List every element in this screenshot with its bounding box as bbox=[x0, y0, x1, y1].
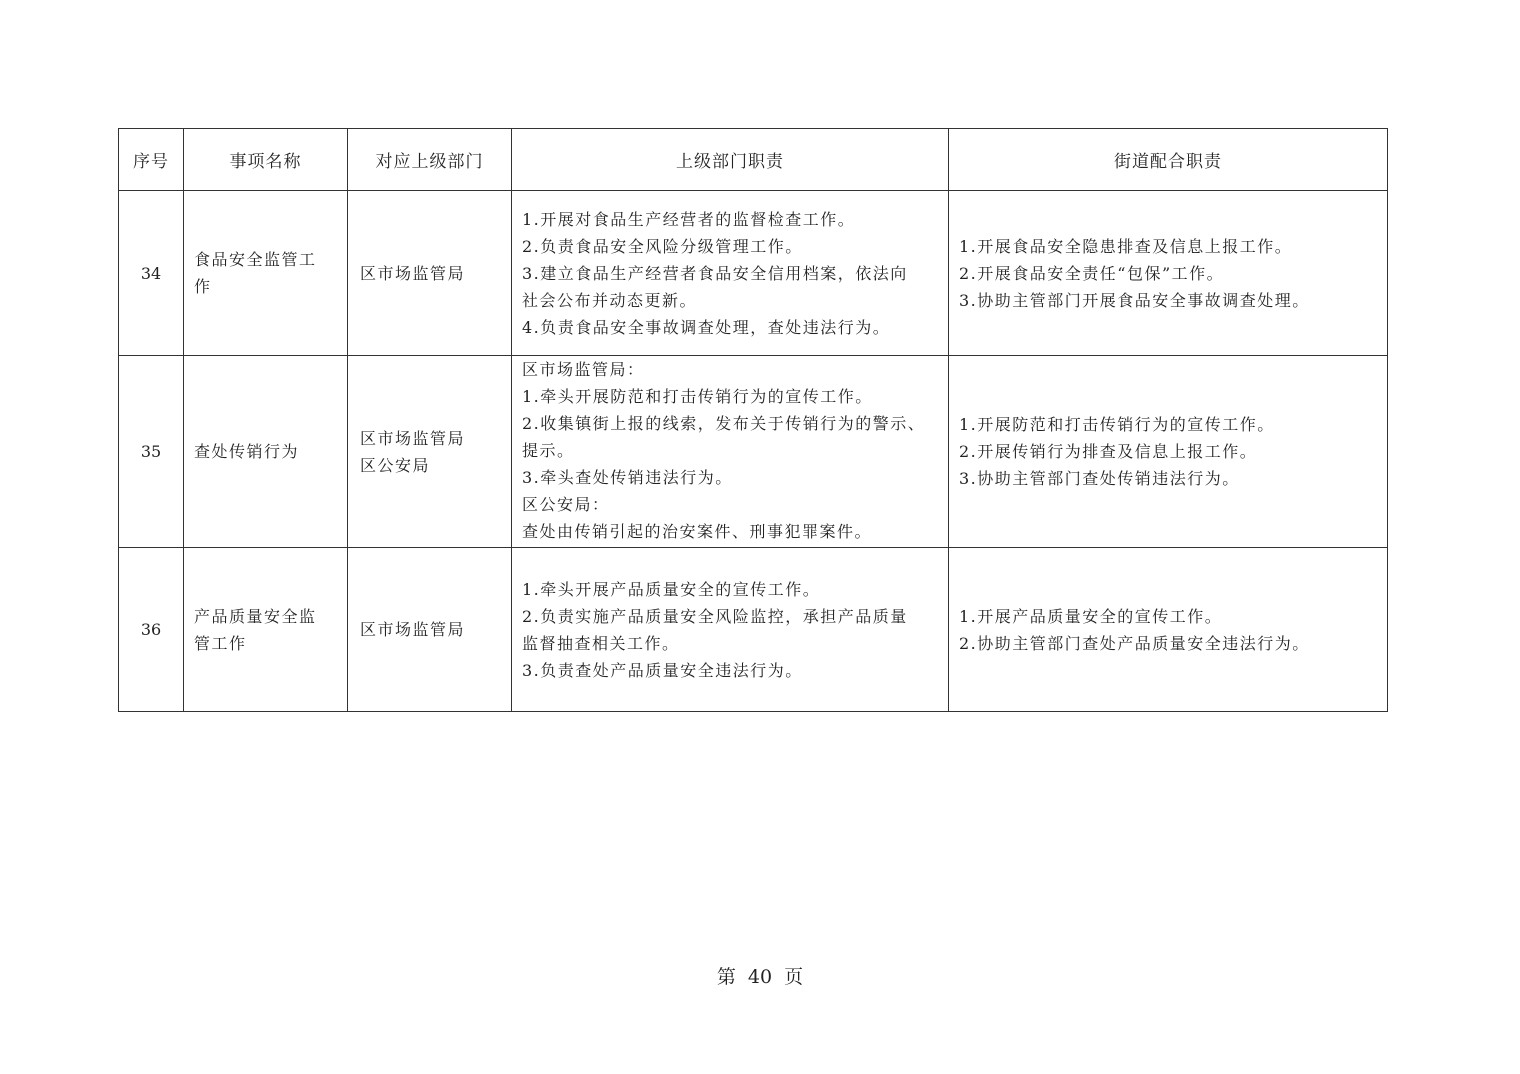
dept-line: 区市场监管局 bbox=[360, 263, 466, 283]
page-number-suffix: 页 bbox=[784, 966, 804, 988]
duty-line: 3.协助主管部门查处传销违法行为。 bbox=[959, 469, 1240, 488]
row-upper-dept bbox=[348, 548, 512, 712]
duty-table bbox=[118, 128, 1388, 712]
page-number bbox=[0, 962, 1520, 989]
item-name-line: 食品安全监管工 bbox=[194, 250, 317, 269]
item-name-line: 查处传销行为 bbox=[194, 442, 300, 461]
row-upper-duties bbox=[512, 191, 949, 356]
row-street-duties bbox=[949, 548, 1388, 712]
duty-line: 2.负责实施产品质量安全风险监控，承担产品质量 bbox=[522, 606, 908, 626]
row-upper-duties bbox=[512, 548, 949, 712]
duty-line: 监督抽查相关工作。 bbox=[522, 633, 680, 653]
dept-line: 区市场监管局 bbox=[360, 620, 466, 639]
duty-line: 1.开展防范和打击传销行为的宣传工作。 bbox=[959, 415, 1275, 434]
duty-line: 区市场监管局： bbox=[522, 360, 645, 379]
table-row bbox=[119, 548, 1388, 712]
duty-line: 2.开展传销行为排查及信息上报工作。 bbox=[959, 442, 1258, 461]
item-name-line: 作 bbox=[194, 277, 212, 296]
dept-line: 区公安局 bbox=[360, 455, 431, 475]
duty-line: 2.收集镇街上报的线索，发布关于传销行为的警示、 bbox=[522, 414, 926, 433]
row-item-name bbox=[184, 191, 348, 356]
item-name-line: 产品质量安全监 bbox=[194, 606, 317, 626]
table-header-row bbox=[119, 129, 1388, 191]
duty-line: 3.协助主管部门开展食品安全事故调查处理。 bbox=[959, 290, 1310, 310]
duty-line: 提示。 bbox=[522, 441, 575, 460]
row-upper-duties bbox=[512, 356, 949, 548]
row-seq: 36 bbox=[119, 548, 184, 712]
duty-line: 3.负责查处产品质量安全违法行为。 bbox=[522, 660, 803, 680]
duty-line: 社会公布并动态更新。 bbox=[522, 290, 698, 310]
duty-line: 3.牵头查处传销违法行为。 bbox=[522, 468, 733, 487]
duty-line: 区公安局： bbox=[522, 495, 610, 514]
row-upper-dept bbox=[348, 356, 512, 548]
header-item-name: 事项名称 bbox=[184, 129, 348, 191]
row-item-name bbox=[184, 356, 348, 548]
duty-line: 1.开展产品质量安全的宣传工作。 bbox=[959, 606, 1223, 626]
table-row bbox=[119, 356, 1388, 548]
row-item-name bbox=[184, 548, 348, 712]
duty-line: 2.协助主管部门查处产品质量安全违法行为。 bbox=[959, 633, 1310, 653]
row-street-duties bbox=[949, 191, 1388, 356]
page-number-prefix: 第 bbox=[716, 966, 736, 988]
header-seq: 序号 bbox=[119, 129, 184, 191]
item-name-line: 管工作 bbox=[194, 633, 247, 653]
dept-line: 区市场监管局 bbox=[360, 428, 466, 448]
row-seq: 34 bbox=[119, 191, 184, 356]
duty-line: 1.牵头开展产品质量安全的宣传工作。 bbox=[522, 579, 821, 599]
row-upper-dept bbox=[348, 191, 512, 356]
row-street-duties bbox=[949, 356, 1388, 548]
duty-line: 2.开展食品安全责任“包保”工作。 bbox=[959, 263, 1225, 283]
duty-line: 2.负责食品安全风险分级管理工作。 bbox=[522, 236, 803, 256]
duty-line: 1.开展食品安全隐患排查及信息上报工作。 bbox=[959, 236, 1293, 256]
header-upper-dept: 对应上级部门 bbox=[348, 129, 512, 191]
duty-line: 4.负责食品安全事故调查处理，查处违法行为。 bbox=[522, 317, 891, 337]
duty-line: 3.建立食品生产经营者食品安全信用档案，依法向 bbox=[522, 263, 908, 283]
row-seq: 35 bbox=[119, 356, 184, 548]
page-number-value: 40 bbox=[747, 966, 773, 988]
header-upper-duties: 上级部门职责 bbox=[512, 129, 949, 191]
duty-line: 1.牵头开展防范和打击传销行为的宣传工作。 bbox=[522, 387, 873, 406]
table-row bbox=[119, 191, 1388, 356]
header-street-duties: 街道配合职责 bbox=[949, 129, 1388, 191]
duty-line: 查处由传销引起的治安案件、刑事犯罪案件。 bbox=[522, 522, 873, 541]
duty-line: 1.开展对食品生产经营者的监督检查工作。 bbox=[522, 209, 856, 229]
